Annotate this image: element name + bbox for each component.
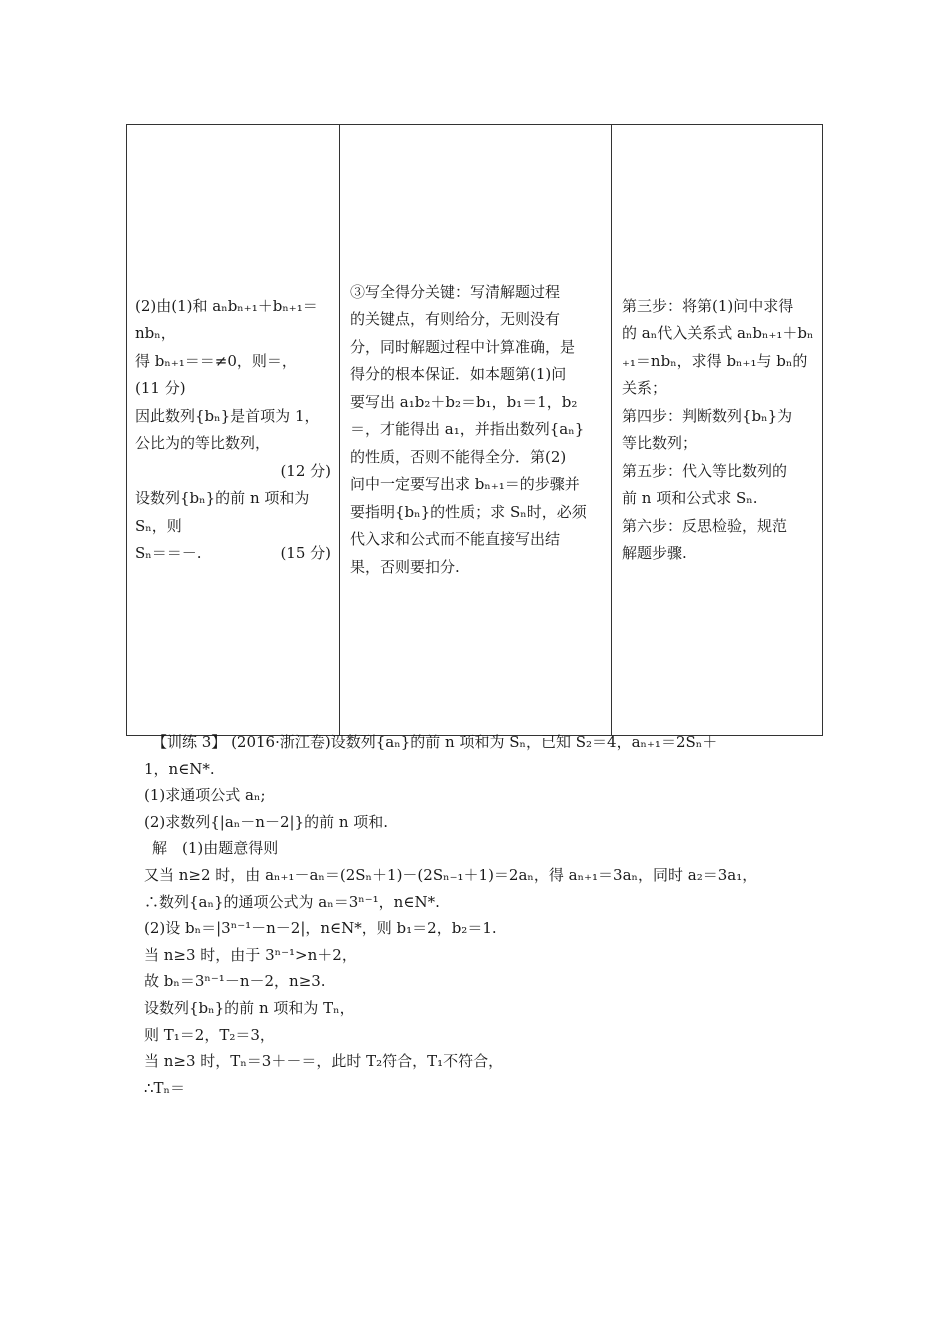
exercise-line: (2)求数列{|aₙ－n－2|}的前 n 项和. — [144, 812, 389, 831]
step-line: 第六步：反思检验，规范 — [622, 516, 788, 535]
answer-formula: Sₙ＝＝－. — [135, 544, 202, 562]
exercise-section — [144, 729, 834, 1101]
solution-line: 故 bₙ＝3ⁿ⁻¹－n－2，n≥3. — [144, 972, 326, 991]
step-line: 前 n 项和公式求 Sₙ. — [622, 489, 758, 507]
step-line: 关系； — [622, 379, 668, 397]
exercise-line: 1，n∈N*. — [144, 759, 215, 778]
step-line: 解题步骤. — [622, 544, 687, 562]
step-line: 第五步：代入等比数列的 — [622, 461, 788, 480]
step-line: ₊₁＝nbₙ，求得 bₙ₊₁与 bₙ的 — [622, 351, 808, 370]
key-line: 得分的根本保证．如本题第(1)问 — [350, 365, 567, 384]
key-line: 的关键点，有则给分，无则没有 — [350, 310, 561, 329]
key-line: ＝，才能得出 a₁，并指出数列{aₙ} — [350, 420, 585, 439]
solution-line: 则 T₁＝2，T₂＝3， — [144, 1025, 275, 1044]
step-line: 第四步：判断数列{bₙ}为 — [622, 406, 793, 425]
answer-column — [127, 125, 340, 735]
answer-line: 因此数列{bₙ}是首项为 1， — [135, 406, 320, 425]
key-line: 的性质，否则不能得全分．第(2) — [350, 447, 567, 466]
solution-line: (2)设 bₙ＝|3ⁿ⁻¹－n－2|，n∈N*，则 b₁＝2，b₂＝1. — [144, 919, 497, 938]
key-line: 分，同时解题过程中计算准确，是 — [350, 337, 576, 356]
solution-line: ∴Tₙ＝ — [144, 1078, 186, 1097]
key-line: 问中一定要写出求 bₙ₊₁＝的步骤并 — [350, 475, 580, 494]
solution-line: 解 (1)由题意得则 — [152, 839, 279, 858]
score-note: (15 分) — [280, 544, 331, 562]
scoring-key-column — [340, 125, 612, 735]
key-line: 要指明{bₙ}的性质；求 Sₙ时，必须 — [350, 502, 587, 521]
key-line: 代入求和公式而不能直接写出结 — [350, 530, 561, 549]
solution-line: 设数列{bₙ}的前 n 项和为 Tₙ， — [144, 998, 355, 1017]
answer-line: 设数列{bₙ}的前 n 项和为 — [135, 489, 310, 507]
step-line: 第三步：将第(1)问中求得 — [622, 296, 794, 315]
answer-line: 得 bₙ₊₁＝＝≠0，则＝， — [135, 351, 297, 370]
step-line: 的 aₙ代入关系式 aₙbₙ₊₁＋bₙ — [622, 324, 814, 342]
answer-line: Sₙ，则 — [135, 516, 182, 535]
answer-line: 公比为的等比数列， — [135, 434, 271, 452]
answer-line: (11 分) — [135, 379, 186, 397]
solution-line: 又当 n≥2 时，由 aₙ₊₁－aₙ＝(2Sₙ＋1)－(2Sₙ₋₁＋1)＝2aₙ，得 aₙ₊₁＝3aₙ，同时 a₂＝3a₁， — [144, 865, 758, 884]
answer-last-line — [135, 540, 331, 568]
answer-line: nbₙ， — [135, 324, 176, 342]
key-line: ③写全得分关键：写清解题过程 — [350, 282, 561, 301]
step-line: 等比数列； — [622, 434, 698, 452]
solution-line: 当 n≥3 时，由于 3ⁿ⁻¹>n＋2， — [144, 945, 357, 964]
exercise-heading: 【训练 3】 (2016·浙江卷)设数列{aₙ}的前 n 项和为 Sₙ，已知 S₂＝4，aₙ₊₁＝2Sₙ＋ — [152, 733, 718, 751]
steps-column — [612, 125, 822, 735]
key-line: 果，否则要扣分. — [350, 557, 460, 576]
solution-line: ∴数列{aₙ}的通项公式为 aₙ＝3ⁿ⁻¹，n∈N*. — [144, 892, 440, 911]
answer-line: (2)由(1)和 aₙbₙ₊₁＋bₙ₊₁＝ — [135, 296, 318, 315]
exercise-line: (1)求通项公式 aₙ; — [144, 786, 266, 805]
score-note: (12 分) — [280, 461, 331, 480]
solution-table — [126, 124, 823, 736]
key-line: 要写出 a₁b₂＋b₂＝b₁，b₁＝1，b₂ — [350, 392, 578, 411]
solution-line: 当 n≥3 时，Tₙ＝3＋－＝，此时 T₂符合，T₁不符合， — [144, 1052, 504, 1071]
